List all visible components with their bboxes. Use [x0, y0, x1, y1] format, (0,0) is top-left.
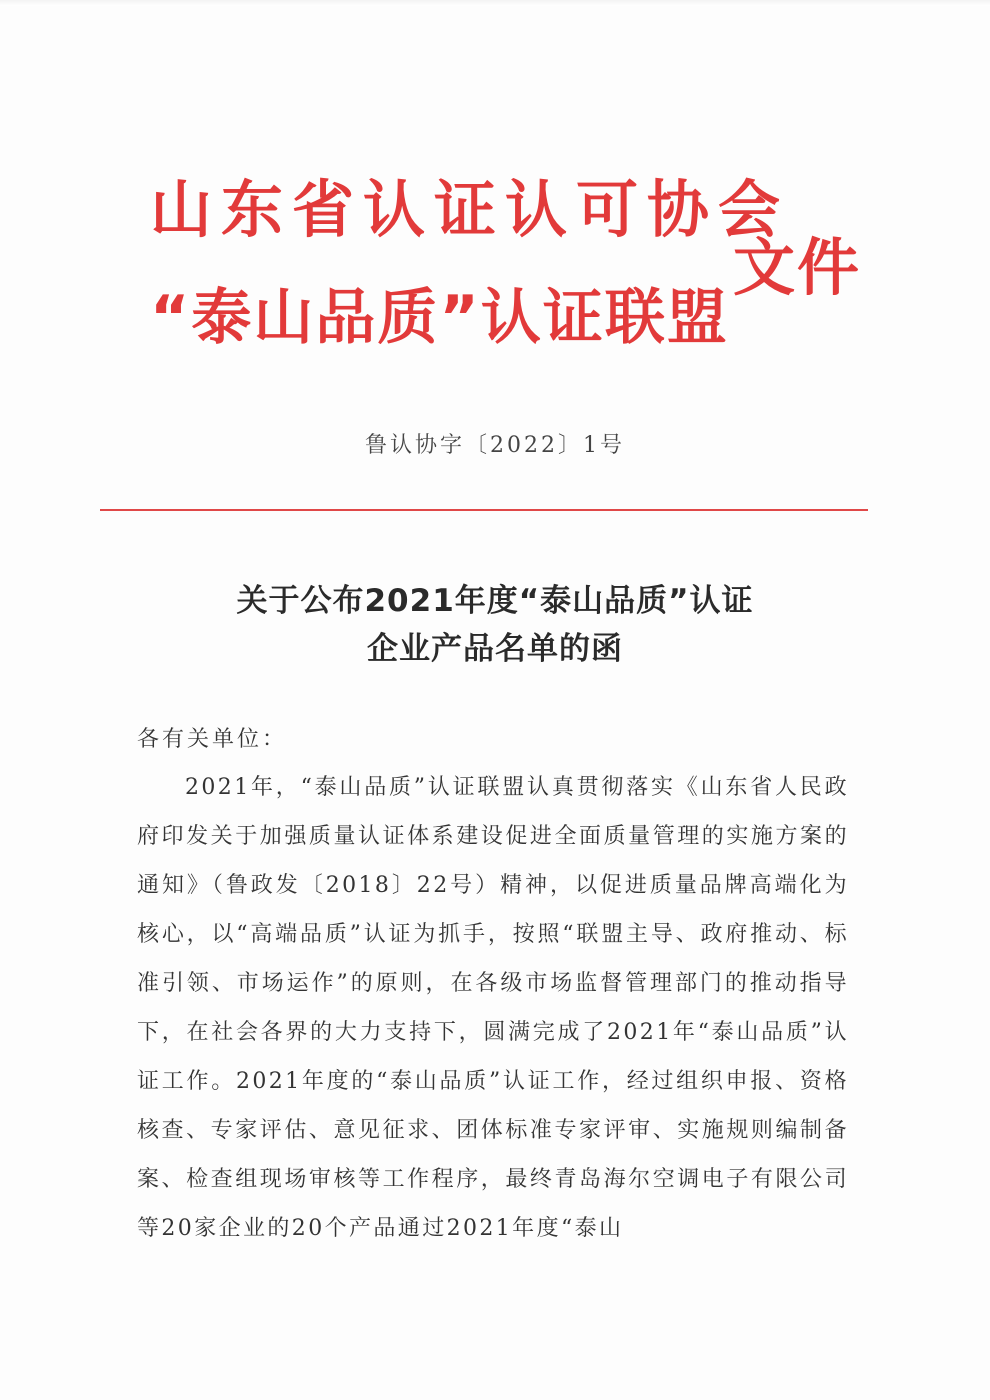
- scan-edge: [0, 0, 990, 6]
- issuing-org-line-2: “泰山品质”认证联盟: [150, 283, 729, 353]
- red-divider-line: [100, 509, 868, 511]
- salutation: 各有关单位：: [137, 727, 288, 752]
- document-title-line-1: 关于公布2021年度“泰山品质”认证: [236, 583, 754, 619]
- document-type-suffix: 文件: [733, 231, 862, 304]
- document-title-line-2: 企业产品名单的函: [367, 631, 623, 667]
- issuing-org-line-1: 山东省认证认可协会: [150, 173, 790, 246]
- body-paragraph: 2021年，“泰山品质”认证联盟认真贯彻落实《山东省人民政府印发关于加强质量认证体系建设促进全面质量管理的实施方案的通知》（鲁政发〔2018〕22号）精神，以促进质量品牌高端化为核心，以“高端品质”认证为抓手，按照“联盟主导、政府推动、标准引领、市场运作”的原则，在各级市场监督管理部门的推动指导下，在社会各界的大力支持下，圆满完成了2021年“泰山品质”认证工作。2021年度的“泰山品质”认证工作，经过组织申报、资格核查、专家评估、意见征求、团体标准专家评审、实施规则编制备案、检查组现场审核等工作程序，最终青岛海尔空调电子有限公司等20家企业的20个产品通过2021年度“泰山: [137, 775, 849, 1241]
- document-number: 鲁认协字〔2022〕1号: [365, 433, 625, 458]
